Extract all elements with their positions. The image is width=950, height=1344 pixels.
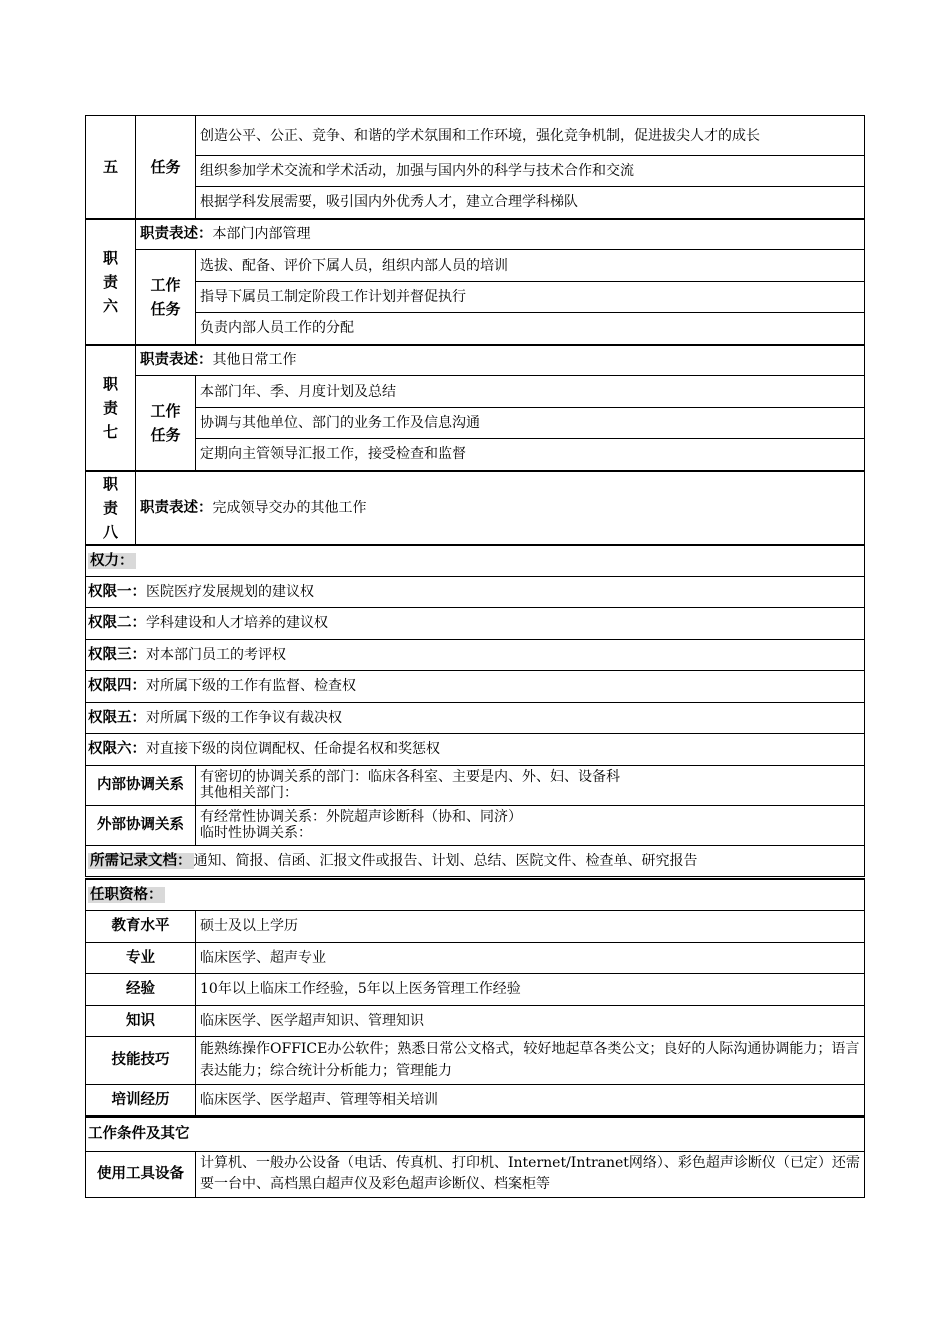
duty6-task-2: 指导下属员工制定阶段工作计划并督促执行 [196,282,865,313]
power-table [85,544,865,877]
duty6-task-label: 工作任务 [136,250,196,345]
power-item-5: 权限五：对所属下级的工作争议有裁决权 [86,702,865,733]
duty5-task-label: 任务 [136,116,196,219]
power-item-3: 权限三：对本部门员工的考评权 [86,639,865,670]
internal-relations-label: 内部协调关系 [86,765,196,805]
duty7-task-3: 定期向主管领导汇报工作，接受检查和监督 [196,439,865,471]
qual-text-4: 临床医学、医学超声知识、管理知识 [196,1005,865,1036]
duty8-label: 职责八 [86,471,136,545]
tool-label: 使用工具设备 [86,1151,196,1197]
qual-label-3: 经验 [86,973,196,1005]
duty6-task-3: 负责内部人员工作的分配 [196,313,865,345]
qual-label-2: 专业 [86,942,196,973]
qual-text-5: 能熟练操作OFFICE办公软件；熟悉日常公文格式，较好地起草各类公文；良好的人际沟通协调能力；语言表达能力；综合统计分析能力；管理能力 [196,1036,865,1084]
power-item-2: 权限二：学科建设和人才培养的建议权 [86,607,865,639]
qual-text-3: 10年以上临床工作经验，5年以上医务管理工作经验 [196,973,865,1005]
records-row: 所需记录文档： 通知、简报、信函、汇报文件或报告、计划、总结、医院文件、检查单、研究报告 [86,845,865,876]
duty8-statement: 职责表述：完成领导交办的其他工作 [136,471,865,545]
conditions-title: 工作条件及其它 [86,1117,865,1151]
duty6-label: 职责六 [86,219,136,345]
internal-relations-text: 有密切的协调关系的部门：临床各科室、主要是内、外、妇、设备科 其他相关部门： [196,765,865,805]
qual-label-5: 技能技巧 [86,1036,196,1084]
qual-label-1: 教育水平 [86,910,196,942]
duty5-task-1: 创造公平、公正、竞争、和谐的学术氛围和工作环境，强化竞争机制，促进拔尖人才的成长 [196,116,865,156]
duty5-task-2: 组织参加学术交流和学术活动，加强与国内外的科学与技术合作和交流 [196,156,865,187]
power-item-1: 权限一：医院医疗发展规划的建议权 [86,576,865,607]
duty7-task-1: 本部门年、季、月度计划及总结 [196,376,865,408]
qual-text-1: 硕士及以上学历 [196,910,865,942]
qual-text-6: 临床医学、医学超声、管理等相关培训 [196,1084,865,1115]
duty7-statement: 职责表述：其他日常工作 [136,345,865,376]
qual-label-4: 知识 [86,1005,196,1036]
external-relations-text: 有经常性协调关系：外院超声诊断科（协和、同济） 临时性协调关系： [196,805,865,845]
duties-table [85,115,865,545]
duty6-task-1: 选拔、配备、评价下属人员，组织内部人员的培训 [196,250,865,282]
duty7-task-label: 工作任务 [136,376,196,471]
power-title: 权力： [86,545,865,576]
qual-label-6: 培训经历 [86,1084,196,1115]
tool-text: 计算机、一般办公设备（电话、传真机、打印机、Internet/Intranet网络）、彩色超声诊断仪（已定）还需要一台中、高档黑白超声仪及彩色超声诊断仪、档案柜等 [196,1151,865,1197]
external-relations-label: 外部协调关系 [86,805,196,845]
conditions-table [85,1116,865,1198]
duty5-label: 五 [86,116,136,219]
duty5-task-3: 根据学科发展需要，吸引国内外优秀人才，建立合理学科梯队 [196,187,865,219]
qualification-table [85,878,865,1116]
qual-text-2: 临床医学、超声专业 [196,942,865,973]
duty7-label: 职责七 [86,345,136,471]
duty7-task-2: 协调与其他单位、部门的业务工作及信息沟通 [196,408,865,439]
power-item-6: 权限六：对直接下级的岗位调配权、任命提名权和奖惩权 [86,733,865,765]
power-item-4: 权限四：对所属下级的工作有监督、检查权 [86,670,865,702]
qualification-title: 任职资格： [86,879,865,910]
duty6-statement: 职责表述：本部门内部管理 [136,219,865,250]
